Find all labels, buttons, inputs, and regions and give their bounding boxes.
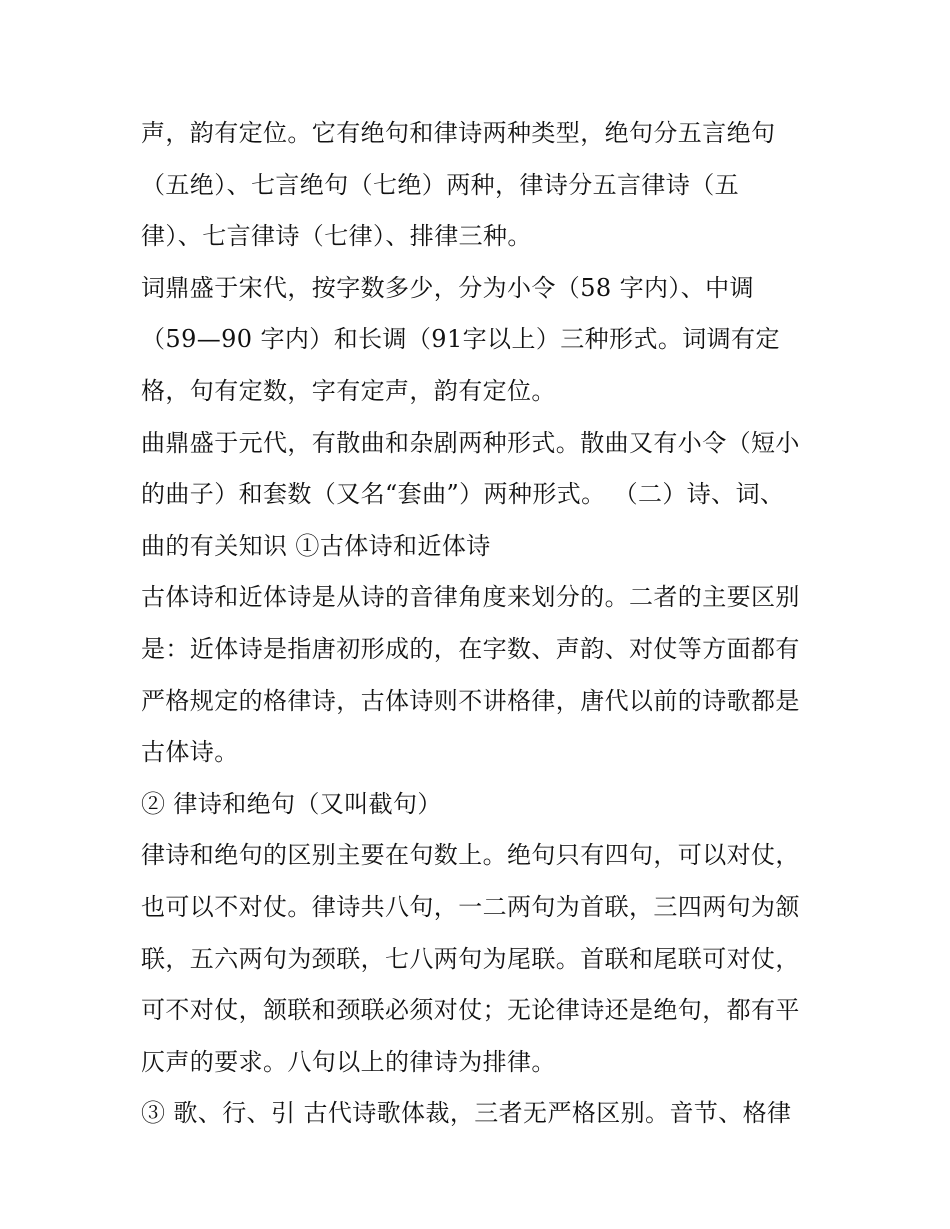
text-line: 词鼎盛于宋代，按字数多少，分为小令（58 字内）、中调 [141,273,754,302]
text-line: （59—90 字内）和长调（91字以上）三种形式。词调有定 [141,325,780,354]
text-line: 可不对仗，颔联和颈联必须对仗；无论律诗还是绝句，都有平 [141,996,800,1025]
text-line: 是：近体诗是指唐初形成的，在字数、声韵、对仗等方面都有 [141,634,800,663]
text-line: 律）、七言律诗（七律）、排律三种。 [141,222,532,251]
text-line: 声，韵有定位。它有绝句和律诗两种类型，绝句分五言绝句 [141,119,776,147]
text-line: 律诗和绝句的区别主要在句数上。绝句只有四句，可以对仗， [141,841,800,870]
text-line: 曲鼎盛于元代，有散曲和杂剧两种形式。散曲又有小令（短小 [141,428,800,457]
text-line: 也可以不对仗。律诗共八句，一二两句为首联，三四两句为颔 [141,892,800,921]
text-line: ② 律诗和绝句（又叫截句） [141,789,442,818]
text-line: 严格规定的格律诗，古体诗则不讲格律，唐代以前的诗歌都是 [141,686,800,715]
text-line: 格，句有定数，字有定声，韵有定位。 [141,376,556,405]
text-line: 的曲子）和套数（又名“套曲”）两种形式。 （二）诗、词、 [141,480,785,509]
text-line: 古体诗。 [141,738,239,767]
text-line: 曲的有关知识 ①古体诗和近体诗 [141,531,491,560]
text-line: ③ 歌、行、引 古代诗歌体裁，三者无严格区别。音节、格律 [141,1099,792,1128]
text-line: 古体诗和近体诗是从诗的音律角度来划分的。二者的主要区别 [141,583,800,612]
text-line: 仄声的要求。八句以上的律诗为排律。 [141,1047,556,1076]
text-line: （五绝）、七言绝句（七绝）两种，律诗分五言律诗（五 [141,170,739,199]
body-text [141,108,831,1140]
text-line: 联，五六两句为颈联，七八两句为尾联。首联和尾联可对仗， [141,944,800,973]
